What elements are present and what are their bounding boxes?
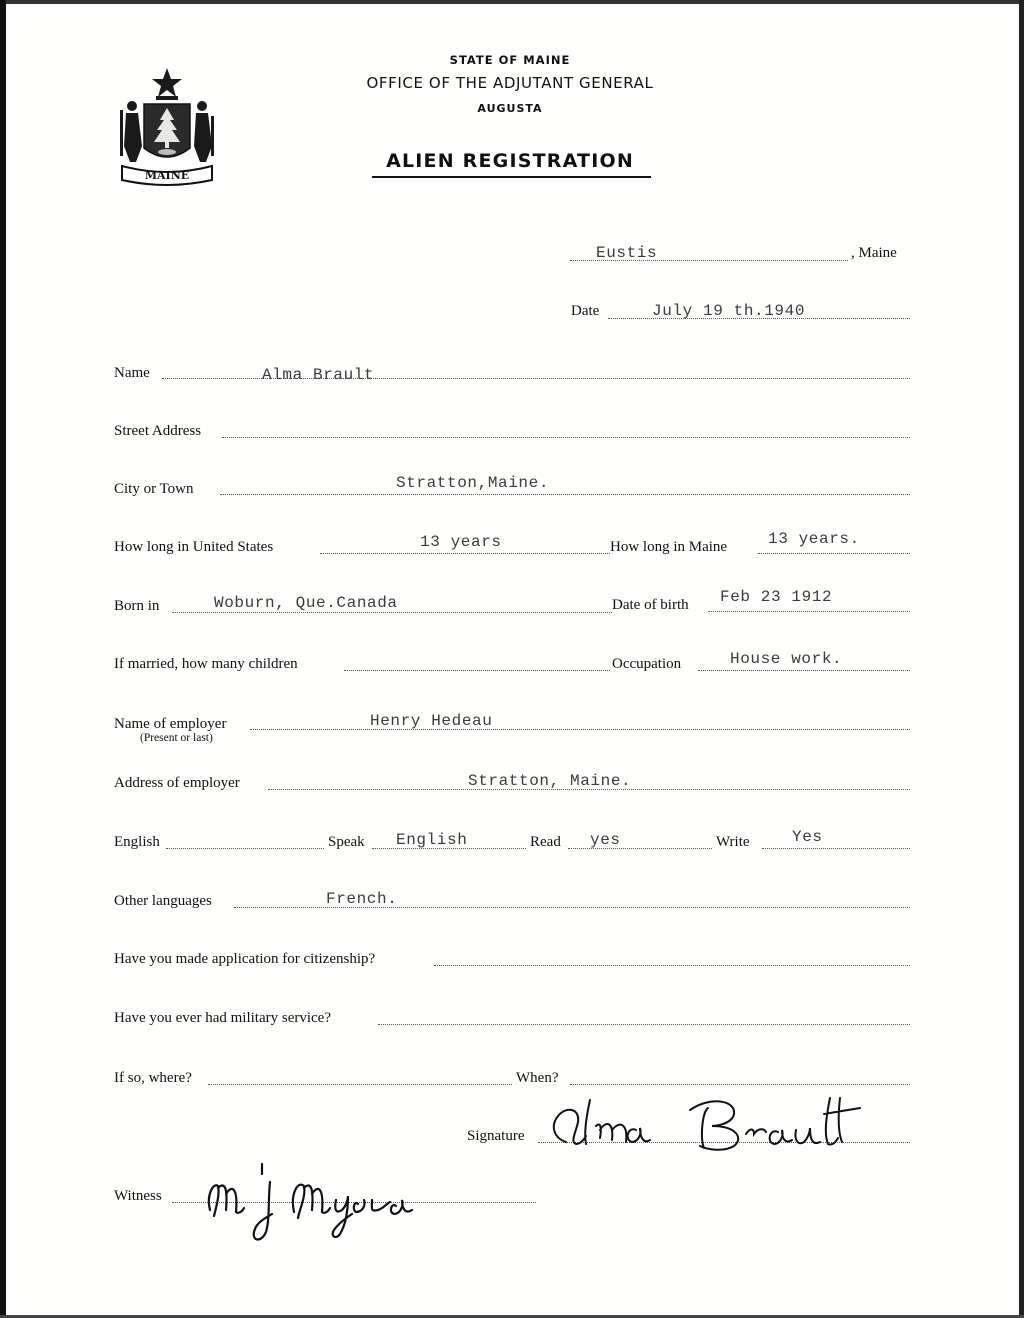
other-languages-value: French.	[326, 890, 398, 908]
date-value: July 19 th.1940	[652, 302, 806, 320]
english-line	[166, 848, 324, 849]
header-city: AUGUSTA	[477, 102, 543, 115]
born-in-value: Woburn, Que.Canada	[214, 594, 398, 612]
scan-edge-left	[0, 0, 6, 1318]
title-underline	[372, 176, 651, 178]
witness-handwriting	[196, 1160, 436, 1250]
employer-sublabel: (Present or last)	[140, 732, 213, 744]
employer-address-label: Address of employer	[114, 775, 240, 791]
when-label: When?	[516, 1070, 559, 1086]
street-label: Street Address	[114, 423, 202, 439]
seal-banner-text: MAINE	[144, 169, 190, 182]
where-line	[208, 1084, 512, 1085]
write-label: Write	[716, 834, 750, 850]
children-line	[344, 670, 610, 671]
place-suffix: , Maine	[851, 245, 897, 261]
form-title: ALIEN REGISTRATION	[386, 150, 634, 172]
citizenship-line	[434, 965, 910, 966]
city-value: Stratton,Maine.	[396, 474, 550, 492]
date-label: Date	[571, 303, 600, 319]
born-in-label: Born in	[114, 598, 160, 614]
signature-handwriting	[540, 1090, 890, 1160]
header-office: OFFICE OF THE ADJUTANT GENERAL	[366, 74, 654, 92]
scan-edge-top	[0, 0, 1024, 4]
when-line	[570, 1084, 910, 1085]
how-long-maine-label: How long in Maine	[610, 539, 728, 555]
how-long-us-label: How long in United States	[114, 539, 274, 555]
employer-line	[250, 729, 910, 730]
place-value: Eustis	[596, 244, 658, 262]
name-value: Alma Brault	[262, 366, 375, 384]
where-label: If so, where?	[114, 1070, 192, 1086]
dob-label: Date of birth	[612, 597, 689, 613]
employer-label: Name of employer	[114, 716, 227, 732]
speak-label: Speak	[328, 834, 365, 850]
read-label: Read	[530, 834, 561, 850]
english-label: English	[114, 834, 160, 850]
how-long-us-line	[320, 553, 610, 554]
write-line	[762, 848, 910, 849]
employer-address-value: Stratton, Maine.	[468, 772, 632, 790]
occupation-value: House work.	[730, 650, 843, 668]
witness-text: M. J. Myers	[196, 1160, 201, 1161]
scan-edge-right	[1019, 0, 1024, 1318]
how-long-maine-value: 13 years.	[768, 530, 860, 548]
speak-value: English	[396, 831, 468, 849]
dob-line	[708, 611, 910, 612]
occupation-label: Occupation	[612, 656, 682, 672]
dob-value: Feb 23 1912	[720, 588, 833, 606]
citizenship-label: Have you made application for citizenship?	[114, 951, 376, 967]
read-value: yes	[590, 831, 621, 849]
signature-text: Alma Brault	[540, 1090, 545, 1091]
other-languages-label: Other languages	[114, 893, 212, 909]
born-in-line	[172, 612, 612, 613]
children-label: If married, how many children	[114, 656, 298, 672]
maine-state-seal	[112, 66, 222, 186]
occupation-line	[698, 670, 910, 671]
witness-label: Witness	[114, 1188, 162, 1204]
military-line	[378, 1024, 910, 1025]
city-label: City or Town	[114, 481, 194, 497]
header-state: STATE OF MAINE	[449, 53, 571, 67]
how-long-maine-line	[758, 553, 910, 554]
signature-label: Signature	[467, 1128, 525, 1144]
street-line	[222, 437, 910, 438]
write-value: Yes	[792, 828, 823, 846]
how-long-us-value: 13 years	[420, 533, 502, 551]
military-label: Have you ever had military service?	[114, 1010, 331, 1026]
city-line	[220, 494, 910, 495]
employer-value: Henry Hedeau	[370, 712, 493, 730]
name-label: Name	[114, 365, 150, 381]
